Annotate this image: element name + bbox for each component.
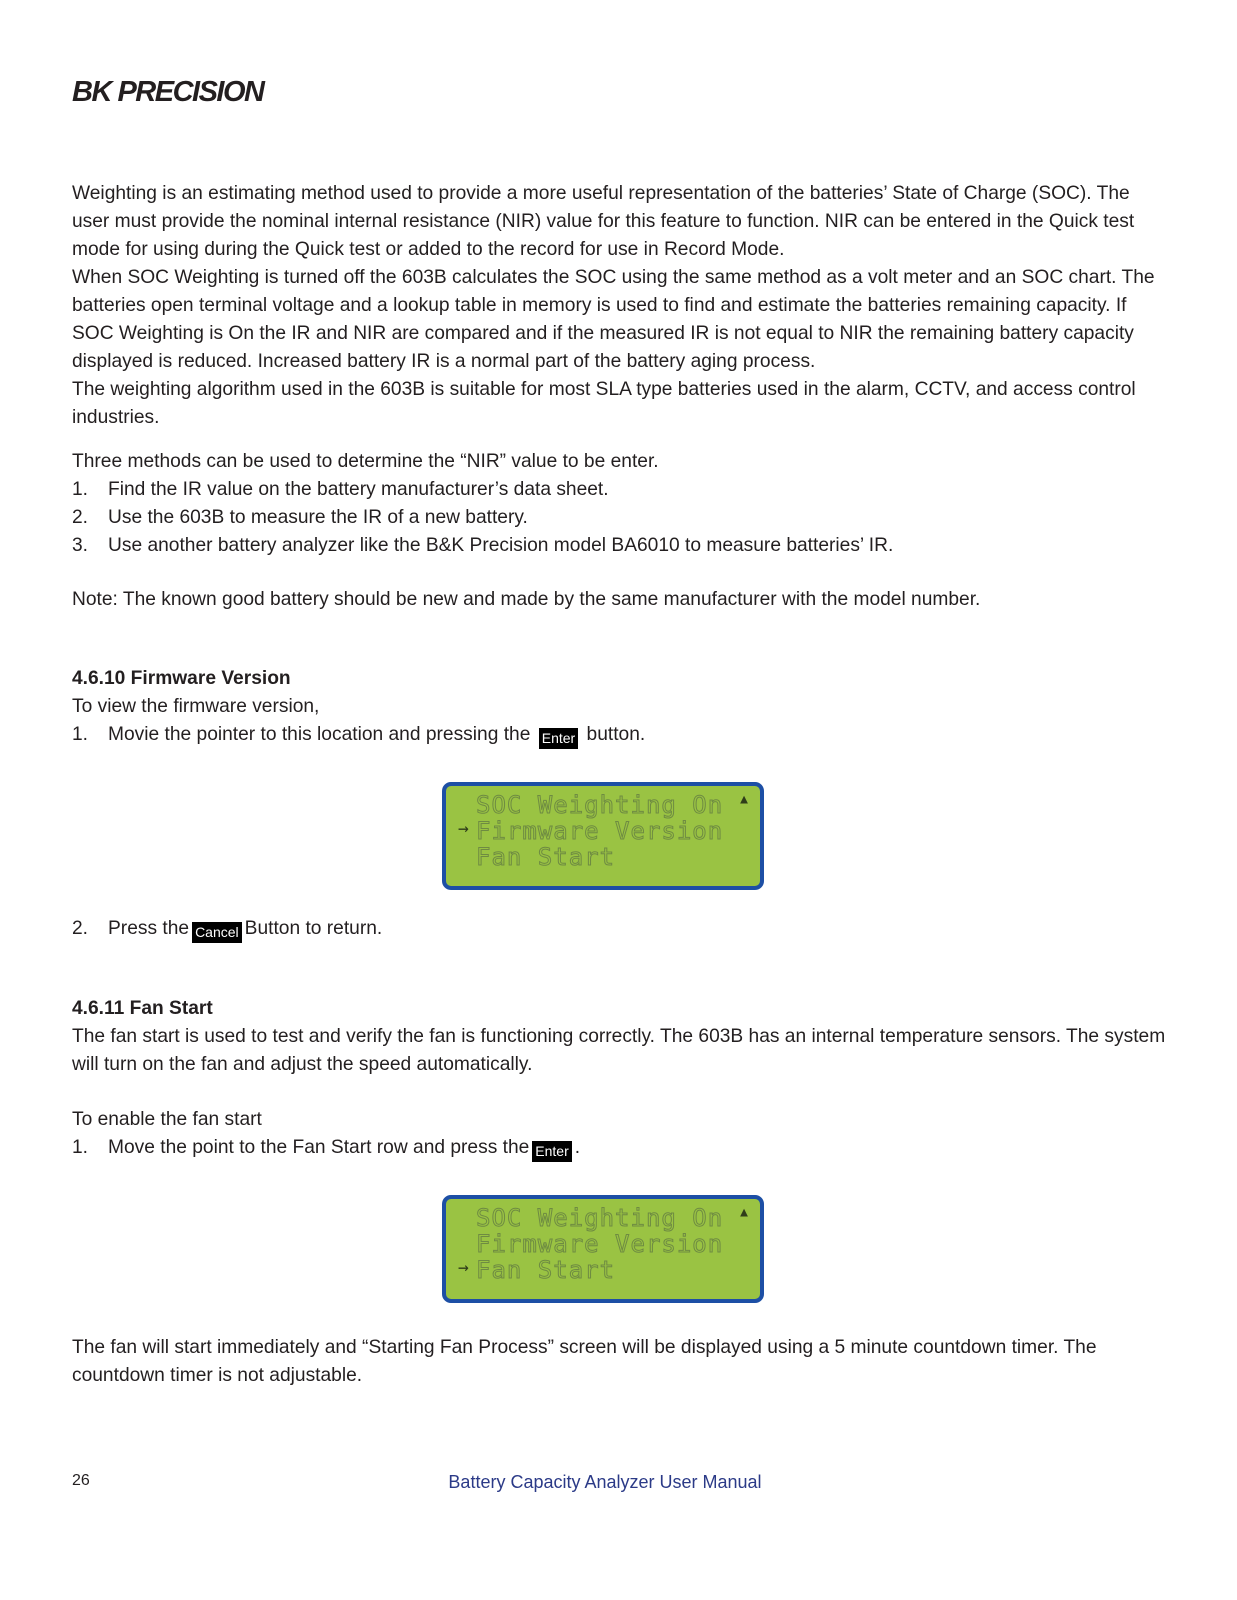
- lcd-line-soc-weighting: SOC Weighting On: [476, 791, 724, 819]
- step-text: button.: [586, 724, 646, 745]
- methods-section: [72, 448, 1172, 560]
- list-number: 1.: [72, 724, 89, 745]
- brand-logo: BK PRECISION: [72, 76, 264, 108]
- lcd-screen-fan: [442, 1195, 764, 1303]
- page-number: 26: [72, 1472, 90, 1489]
- list-number: 2.: [72, 507, 89, 528]
- pointer-arrow-icon: →: [458, 1257, 469, 1278]
- fan-section: [72, 995, 1172, 1079]
- list-number: 1.: [72, 479, 89, 500]
- step-text: Movie the pointer to this location and pressing the: [108, 724, 531, 745]
- step-text: Button to return.: [244, 918, 383, 939]
- intro-paragraph-1: Weighting is an estimating method used to provide a more useful representation of the batteries’ State of Charge (SOC). The user must provide the nominal internal resistance (NIR) value for this feature to function. NIR can be entered in the Quick test mode for using during the Quick test or added to the record for use in Record Mode.: [72, 183, 1135, 260]
- pointer-arrow-icon: →: [458, 818, 469, 839]
- footer-title: Battery Capacity Analyzer User Manual: [448, 1472, 762, 1492]
- step-text: .: [574, 1137, 581, 1158]
- lcd-line-soc-weighting: SOC Weighting On: [476, 1204, 724, 1232]
- scroll-up-icon: ▲: [740, 1205, 748, 1220]
- scroll-up-icon: ▲: [740, 792, 748, 807]
- note-text: Note: The known good battery should be new and made by the same manufacturer with the model number.: [72, 589, 981, 610]
- firmware-heading: 4.6.10 Firmware Version: [72, 668, 291, 689]
- list-number: 1.: [72, 1137, 89, 1158]
- list-item: [72, 476, 1172, 504]
- list-item: [72, 915, 1172, 943]
- fan-enable: [72, 1106, 1172, 1162]
- fan-paragraph-2: The fan will start immediately and “Starting Fan Process” screen will be displayed using a 5 minute countdown timer. The countdown timer is not adjustable.: [72, 1337, 1097, 1386]
- lcd-line-firmware-version: Firmware Version: [476, 817, 724, 845]
- list-number: 3.: [72, 535, 89, 556]
- list-item: [72, 721, 1172, 749]
- firmware-step-2: [72, 915, 1172, 943]
- list-text: Find the IR value on the battery manufacturer’s data sheet.: [108, 479, 609, 500]
- intro-paragraph-2: When SOC Weighting is turned off the 603B calculates the SOC using the same method as a volt meter and an SOC chart. The batteries open terminal voltage and a lookup table in memory is used to find and estimate the batteries remaining capacity. If SOC Weighting is On the IR and NIR are compared and if the measured IR is not equal to NIR the remaining battery capacity displayed is reduced. Increased battery IR is a normal part of the battery aging process.: [72, 267, 1155, 372]
- step-text: Move the point to the Fan Start row and press the: [108, 1137, 530, 1158]
- list-item: [72, 532, 1172, 560]
- note: [72, 586, 1172, 614]
- intro-section: [72, 180, 1172, 432]
- lcd-line-firmware-version: Firmware Version: [476, 1230, 724, 1258]
- enter-key-label: Enter: [532, 1141, 571, 1162]
- methods-intro: Three methods can be used to determine the “NIR” value to be enter.: [72, 451, 659, 472]
- cancel-key-label: Cancel: [192, 922, 242, 943]
- list-text: Use another battery analyzer like the B&K Precision model BA6010 to measure batteries’ IR.: [108, 535, 894, 556]
- fan-heading: 4.6.11 Fan Start: [72, 998, 213, 1019]
- list-number: 2.: [72, 918, 89, 939]
- enter-key-label: Enter: [539, 728, 578, 749]
- firmware-intro: To view the firmware version,: [72, 696, 320, 717]
- lcd-line-fan-start: Fan Start: [476, 1256, 616, 1284]
- firmware-section: [72, 665, 1172, 749]
- list-item: [72, 1134, 1172, 1162]
- lcd-screen-firmware: [442, 782, 764, 890]
- fan-closing: [72, 1334, 1172, 1390]
- intro-paragraph-3: The weighting algorithm used in the 603B is suitable for most SLA type batteries used in the alarm, CCTV, and access control industries.: [72, 379, 1136, 428]
- fan-enable-intro: To enable the fan start: [72, 1109, 262, 1130]
- list-item: [72, 504, 1172, 532]
- fan-paragraph-1: The fan start is used to test and verify the fan is functioning correctly. The 603B has an internal temperature sensors. The system will turn on the fan and adjust the speed automatically.: [72, 1026, 1166, 1075]
- step-text: Press the: [108, 918, 190, 939]
- list-text: Use the 603B to measure the IR of a new battery.: [108, 507, 528, 528]
- lcd-line-fan-start: Fan Start: [476, 843, 616, 871]
